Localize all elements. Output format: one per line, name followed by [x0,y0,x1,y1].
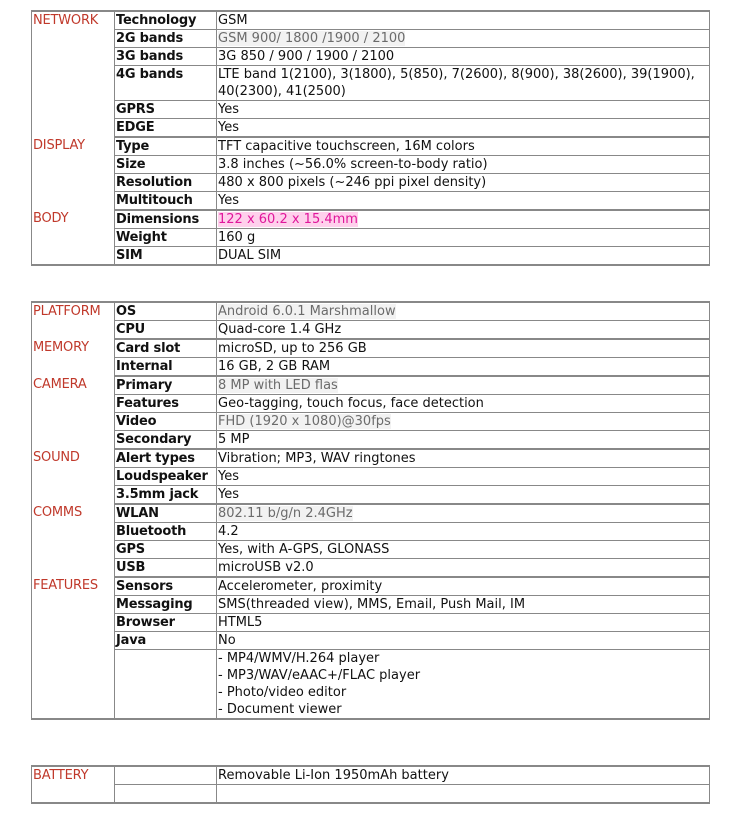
spec-value-text: 122 x 60.2 x 15.4mm [218,212,358,227]
spec-row [32,30,710,48]
spec-label: Primary [115,376,217,395]
spec-label: 3G bands [115,48,217,66]
spec-value-text: 3.8 inches (~56.0% screen-to-body ratio) [218,157,488,172]
spec-row [32,504,710,523]
spec-value-text: FHD (1920 x 1080)@30fps [218,414,391,429]
spec-label: CPU [115,321,217,340]
spec-value-text: No [218,633,236,648]
spec-value-text: GSM 900/ 1800 /1900 / 2100 [218,31,406,46]
spec-value-text: microSD, up to 256 GB [218,341,367,356]
category-body: BODY [32,210,115,265]
spec-label: Loudspeaker [115,468,217,486]
spec-value [217,504,710,523]
spec-value [217,339,710,358]
spec-label: Video [115,413,217,431]
spec-value-text: Removable Li-Ion 1950mAh battery [218,768,449,783]
spec-value [217,156,710,174]
spec-label: Browser [115,614,217,632]
spec-value-text: HTML5 [218,615,263,630]
spec-value [217,596,710,614]
spec-label: Features [115,395,217,413]
spec-value-text: 8 MP with LED flas [218,378,338,393]
spec-value [217,247,710,266]
spec-label: 3.5mm jack [115,486,217,505]
spec-value-text: microUSB v2.0 [218,560,314,575]
spec-value [217,66,710,101]
spec-value [217,395,710,413]
spec-row [32,650,710,720]
spec-row [32,559,710,578]
spec-value [217,523,710,541]
spec-value-text: Geo-tagging, touch focus, face detection [218,396,484,411]
spec-value-text: Yes [218,102,239,117]
spec-row [32,523,710,541]
spec-row [32,192,710,211]
spec-label: EDGE [115,119,217,138]
spec-value [217,486,710,505]
spec-value [217,650,710,720]
spec-value-text: 480 x 800 pixels (~246 ppi pixel density) [218,175,487,190]
category-camera: CAMERA [32,376,115,449]
spec-label: SIM [115,247,217,266]
spec-row [32,11,710,30]
spec-value-line: - Document viewer [218,702,342,717]
spec-row [32,358,710,377]
category-platform: PLATFORM [32,302,115,339]
spec-value [217,302,710,321]
spec-value [217,614,710,632]
category-sound: SOUND [32,449,115,504]
spec-value-text: TFT capacitive touchscreen, 16M colors [218,139,475,154]
spec-label: Card slot [115,339,217,358]
spec-value [217,766,710,785]
category-battery: BATTERY [32,766,115,803]
spec-row [32,614,710,632]
spec-row [32,119,710,138]
spec-label: Internal [115,358,217,377]
spec-value [217,30,710,48]
spec-value [217,137,710,156]
spec-value-text: DUAL SIM [218,248,282,263]
spec-row [32,210,710,229]
category-features: FEATURES [32,577,115,719]
spec-value [217,785,710,804]
spec-value-text: Yes [218,193,239,208]
spec-value-text: 3G 850 / 900 / 1900 / 2100 [218,49,395,64]
spec-label: Sensors [115,577,217,596]
spec-row [32,247,710,266]
spec-label: Size [115,156,217,174]
spec-label: GPS [115,541,217,559]
spec-value-text: 160 g [218,230,256,245]
spec-row [32,785,710,804]
spec-row [32,339,710,358]
spec-table-battery [31,765,710,804]
spec-label: Secondary [115,431,217,450]
spec-value-text: GSM [218,13,248,28]
spec-label [115,650,217,720]
spec-row [32,766,710,785]
category-display: DISPLAY [32,137,115,210]
spec-row [32,229,710,247]
spec-label: Alert types [115,449,217,468]
spec-value [217,229,710,247]
spec-value-text: LTE band 1(2100), 3(1800), 5(850), 7(2600), 8(900), 38(2600), 39(1900), 40(2300), 41(2500) [218,67,695,99]
spec-row [32,632,710,650]
spec-value [217,413,710,431]
spec-label: Type [115,137,217,156]
spec-value-text: Android 6.0.1 Marshmallow [218,304,396,319]
spec-value-text: Quad-core 1.4 GHz [218,322,342,337]
spec-row [32,577,710,596]
spec-label: 2G bands [115,30,217,48]
spec-value [217,559,710,578]
spec-row [32,48,710,66]
spec-row [32,101,710,119]
category-network: NETWORK [32,11,115,137]
spec-value [217,119,710,138]
spec-row [32,156,710,174]
spec-label: Bluetooth [115,523,217,541]
spec-row [32,449,710,468]
spec-value-text: Yes [218,469,239,484]
spec-row [32,376,710,395]
category-comms: COMMS [32,504,115,577]
spec-value [217,192,710,211]
spec-row [32,174,710,192]
spec-label: Technology [115,11,217,30]
spec-value-line: - Photo/video editor [218,685,347,700]
spec-label [115,766,217,785]
spec-value [217,321,710,340]
spec-row [32,302,710,321]
spec-table-platform [31,301,710,720]
spec-table-network [31,10,710,266]
spec-value [217,174,710,192]
spec-row [32,321,710,340]
spec-label: OS [115,302,217,321]
spec-value [217,468,710,486]
spec-value-line: - MP3/WAV/eAAC+/FLAC player [218,668,421,683]
spec-value [217,358,710,377]
spec-row [32,413,710,431]
spec-row [32,66,710,101]
spec-row [32,596,710,614]
spec-value [217,376,710,395]
spec-label: Dimensions [115,210,217,229]
spec-row [32,431,710,450]
spec-label: WLAN [115,504,217,523]
spec-label: 4G bands [115,66,217,101]
spec-value-text: 16 GB, 2 GB RAM [218,359,331,374]
spec-value-text: Vibration; MP3, WAV ringtones [218,451,416,466]
spec-value [217,210,710,229]
spec-label: GPRS [115,101,217,119]
spec-value [217,101,710,119]
spec-value-text: Yes, with A-GPS, GLONASS [218,542,390,557]
spec-label: Weight [115,229,217,247]
spec-value-text: Yes [218,120,239,135]
spec-label [115,785,217,804]
spec-row [32,395,710,413]
spec-value [217,449,710,468]
spec-value [217,11,710,30]
spec-label: Messaging [115,596,217,614]
spec-value-text: SMS(threaded view), MMS, Email, Push Mail, IM [218,597,526,612]
spec-value [217,577,710,596]
spec-value-text: Yes [218,487,239,502]
spec-label: Java [115,632,217,650]
spec-value-text: 5 MP [218,432,250,447]
spec-value-text: Accelerometer, proximity [218,579,383,594]
spec-value [217,541,710,559]
spec-value [217,431,710,450]
spec-value-text: 4.2 [218,524,239,539]
spec-value-text: 802.11 b/g/n 2.4GHz [218,506,353,521]
spec-value [217,632,710,650]
spec-row [32,486,710,505]
spec-label: Multitouch [115,192,217,211]
spec-row [32,137,710,156]
category-memory: MEMORY [32,339,115,376]
spec-label: USB [115,559,217,578]
spec-value-line: - MP4/WMV/H.264 player [218,651,380,666]
spec-row [32,468,710,486]
spec-row [32,541,710,559]
spec-value [217,48,710,66]
spec-label: Resolution [115,174,217,192]
